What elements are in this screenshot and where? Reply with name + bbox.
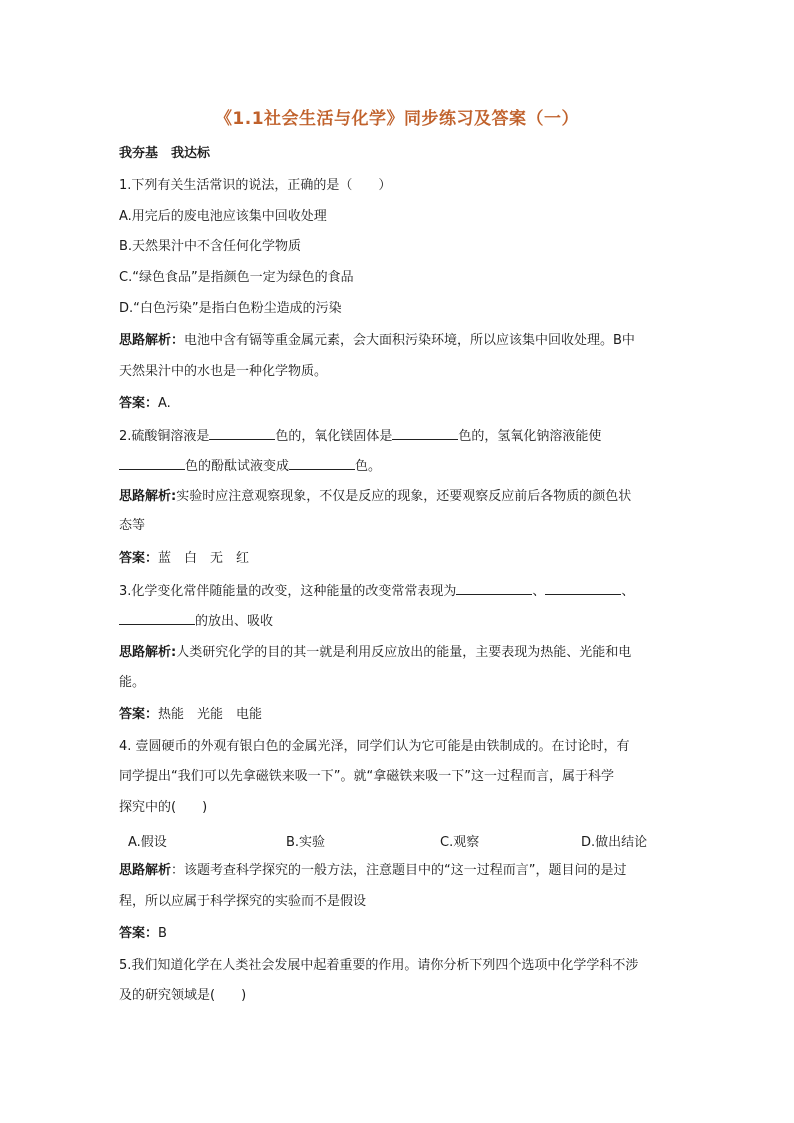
q4-option-d: D.做出结论 (581, 835, 648, 850)
q1-option-a: A.用完后的废电池应该集中回收处理 (119, 209, 327, 224)
q4-answer-value: B (158, 926, 167, 941)
q1-option-d: D.“白色污染”是指白色粉尘造成的污染 (119, 301, 342, 316)
q1-analysis (119, 331, 635, 351)
q3-sep-1: 、 (532, 584, 546, 599)
q3-text-1: 3.化学变化常伴随能量的改变，这种能量的改变常常表现为 (119, 584, 457, 599)
q4-option-b: B.实验 (286, 835, 326, 850)
q4-analysis-cont: 程，所以应属于科学探究的实验而不是假设 (119, 894, 367, 909)
q3-stem-line2 (119, 610, 273, 632)
q4-stem-line1: 4. 壹圆硬币的外观有银白色的金属光泽，同学们认为它可能是由铁制成的。在讨论时，有 (119, 739, 630, 754)
q2-text-3: 色的，氢氧化钠溶液能使 (458, 429, 602, 444)
q1-option-c: C.“绿色食品”是指颜色一定为绿色的食品 (119, 270, 354, 285)
q3-analysis (119, 643, 631, 663)
q3-answer (119, 705, 262, 725)
q2-blank-3 (119, 455, 185, 470)
q3-sep-2: 、 (621, 584, 635, 599)
q2-stem-line2 (119, 455, 381, 477)
q2-answer-value: 蓝 白 无 红 (158, 551, 250, 566)
q4-stem-line3: 探究中的( ) (119, 800, 208, 815)
q3-blank-2 (545, 580, 621, 595)
q2-text-1: 2.硫酸铜溶液是 (119, 429, 210, 444)
q2-answer (119, 549, 249, 569)
q5-stem-line1: 5.我们知道化学在人类社会发展中起着重要的作用。请你分析下列四个选项中化学学科不涉 (119, 958, 639, 973)
q1-option-b: B.天然果汁中不含任何化学物质 (119, 239, 302, 254)
q5-stem-line2: 及的研究领域是( ) (119, 988, 247, 1003)
q3-answer-value: 热能 光能 电能 (158, 707, 263, 722)
q2-text-4: 色的酚酞试液变成 (185, 459, 290, 474)
q2-text-2: 色的，氧化镁固体是 (275, 429, 393, 444)
q2-analysis-text: 实验时应注意观察现象，不仅是反应的现象，还要观察反应前后各物质的颜色状 (176, 489, 632, 504)
q2-stem-line1 (119, 425, 601, 447)
q2-answer-label: 答案： (119, 551, 159, 566)
q4-option-c: C.观察 (440, 835, 480, 850)
q2-text-5: 色。 (355, 459, 382, 474)
q3-analysis-cont: 能。 (119, 675, 146, 690)
q4-analysis-text: ：该题考查科学探究的一般方法，注意题目中的“这一过程而言”，题目问的是过 (171, 863, 627, 878)
q4-analysis (119, 861, 627, 881)
q1-answer (119, 394, 171, 414)
q2-analysis-label: 思路解析: (119, 489, 177, 504)
q2-blank-1 (209, 425, 275, 440)
q3-analysis-label: 思路解析: (119, 645, 177, 660)
q3-blank-1 (456, 580, 532, 595)
q3-text-2: 的放出、吸收 (195, 614, 274, 629)
q3-answer-label: 答案： (119, 707, 159, 722)
q3-stem-line1 (119, 580, 634, 602)
q4-stem-line2: 同学提出“我们可以先拿磁铁来吸一下”。就“拿磁铁来吸一下”这一过程而言，属于科学 (119, 769, 614, 784)
q1-answer-value: A. (158, 396, 171, 411)
q3-analysis-text: 人类研究化学的目的其一就是利用反应放出的能量，主要表现为热能、光能和电 (176, 645, 632, 660)
q1-analysis-label: 思路解析： (119, 333, 185, 348)
q2-analysis-cont: 态等 (119, 518, 146, 533)
q1-analysis-cont: 天然果汁中的水也是一种化学物质。 (119, 364, 328, 379)
q4-analysis-label: 思路解析 (119, 863, 172, 878)
document-title: 《1.1社会生活与化学》同步练习及答案（一） (214, 109, 580, 129)
section-heading: 我夯基 我达标 (119, 146, 211, 161)
q2-blank-2 (392, 425, 458, 440)
q4-answer-label: 答案： (119, 926, 159, 941)
q3-blank-3 (119, 610, 195, 625)
q2-blank-4 (289, 455, 355, 470)
q4-option-a: A.假设 (128, 835, 167, 850)
q1-analysis-text: 电池中含有镉等重金属元素，会大面积污染环境，所以应该集中回收处理。B中 (184, 333, 635, 348)
q1-answer-label: 答案： (119, 396, 159, 411)
q2-analysis (119, 487, 631, 507)
q1-stem: 1.下列有关生活常识的说法，正确的是（ ） (119, 178, 392, 193)
q4-answer (119, 924, 167, 944)
